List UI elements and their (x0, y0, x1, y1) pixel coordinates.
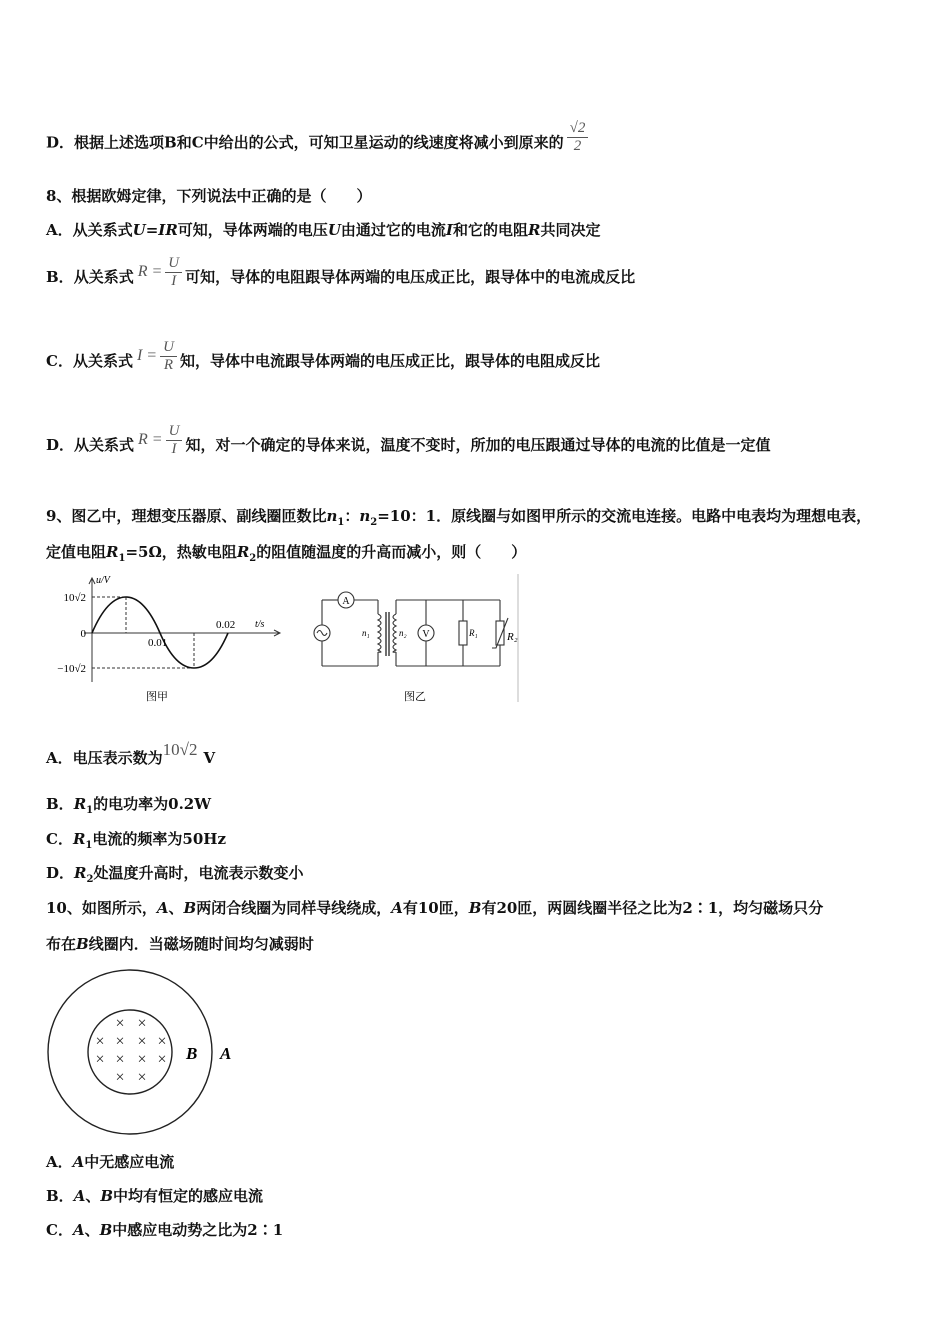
r-equals-u-over-i-fraction: $\frac{U}{I}$ (166, 423, 183, 458)
field-cross: × (157, 1051, 167, 1068)
n2-label: n₂ (399, 628, 407, 638)
q10-option-a: A．A中无感应电流 (46, 1153, 175, 1171)
field-cross: × (137, 1051, 147, 1068)
q10-stem-line1: 10、如图所示，A、B两闭合线圈为同样导线绕成，A有10匝，B有20匝，两圆线圈半径之比为2∶1，均匀磁场只分 (46, 899, 824, 917)
q10-stem-line2: 布在B线圈内．当磁场随时间均匀减弱时 (46, 935, 314, 953)
option-text: 根据上述选项B和C中给出的公式，可知卫星运动的线速度将减小到原来的 (74, 133, 564, 152)
q10-option-b: B．A、B中均有恒定的感应电流 (46, 1187, 264, 1205)
voltmeter-label: V (422, 629, 430, 640)
figure-coils-a-b (44, 966, 244, 1138)
n1-label: n₁ (362, 628, 370, 638)
q9-option-c: C．$R_1$电流的频率为50Hz (46, 830, 226, 851)
y-tick-top: 10√2 (63, 592, 86, 604)
figure-jia-caption: 图甲 (146, 691, 168, 703)
q9-option-d: D．$R_2$处温度升高时，电流表示数变小 (46, 864, 304, 885)
ammeter-label: A (342, 596, 350, 607)
q9-stem-line1: 9、图乙中，理想变压器原、副线圈匝数比$n_1$：$n_2=10$：1．原线圈与如图甲所示的交流电连接。电路中电表均为理想电表， (46, 507, 872, 528)
q7-option-d (46, 120, 591, 161)
voltage-value: 10√2 (162, 740, 198, 759)
q8-option-c: C．从关系式 I = $\frac{U}{R}$ 知，导体中电流跟导体两端的电压成正比，跟导体的电阻成反比 (46, 338, 600, 373)
q10-option-c: C．A、B中感应电动势之比为2∶1 (46, 1221, 284, 1239)
r1-label: R₁ (469, 628, 478, 638)
field-cross: × (95, 1051, 105, 1068)
field-cross: × (157, 1033, 167, 1050)
q8-option-a: A．从关系式U=IR可知，导体两端的电压U由通过它的电流I和它的电阻R共同决定 (46, 221, 601, 239)
label-b: B (186, 1044, 198, 1063)
field-cross: × (115, 1051, 125, 1068)
q9-option-a: A．电压表示数为10√2 V (46, 740, 216, 767)
resistor-r1 (459, 621, 467, 645)
q8-stem: 8、根据欧姆定律，下列说法中正确的是（ ） (46, 187, 372, 205)
label-a: A (220, 1044, 232, 1063)
figure-yi-transformer-circuit (308, 572, 530, 712)
field-cross: × (137, 1069, 147, 1086)
x-axis-label: t/s (255, 619, 265, 630)
figure-yi-caption: 图乙 (404, 691, 426, 703)
formula-u-ir: U=IR (132, 221, 178, 239)
q8-option-d: D．从关系式 R = $\frac{U}{I}$ 知，对一个确定的导体来说，温度不变时，所加的电压跟通过导体的电流的比值是一定值 (46, 422, 771, 457)
field-cross: × (115, 1033, 125, 1050)
primary-coil (378, 614, 381, 652)
option-label: D． (46, 133, 75, 152)
i-equals-u-over-r-fraction: $\frac{U}{R}$ (160, 339, 177, 374)
q8-option-b: B．从关系式 R = $\frac{U}{I}$ 可知，导体的电阻跟导体两端的电压成正比，跟导体中的电流成反比 (46, 254, 636, 289)
figure-jia-voltage-waveform (40, 570, 290, 710)
sqrt2-over-2-fraction: $\frac{√2}{2}$ (567, 120, 589, 155)
field-cross: × (115, 1015, 125, 1032)
thermistor-r2 (496, 621, 504, 645)
x-tick-002: 0.02 (216, 619, 236, 631)
q9-option-b: B．$R_1$的电功率为0.2W (46, 795, 212, 816)
y-tick-bottom: −10√2 (57, 663, 86, 675)
x-tick-001: 0.01 (148, 637, 168, 649)
secondary-coil (393, 614, 396, 652)
field-cross: × (137, 1015, 147, 1032)
r-equals-u-over-i-fraction: $\frac{U}{I}$ (165, 255, 182, 290)
field-cross: × (95, 1033, 105, 1050)
y-axis-label: u/V (96, 575, 110, 586)
y-tick-zero: 0 (80, 628, 86, 640)
field-cross: × (137, 1033, 147, 1050)
field-cross: × (115, 1069, 125, 1086)
q9-stem-line2: 定值电阻$R_1=5\Omega$，热敏电阻$R_2$的阻值随温度的升高而减小，则（ ） (46, 543, 527, 564)
r2-label: R₂ (507, 631, 518, 643)
